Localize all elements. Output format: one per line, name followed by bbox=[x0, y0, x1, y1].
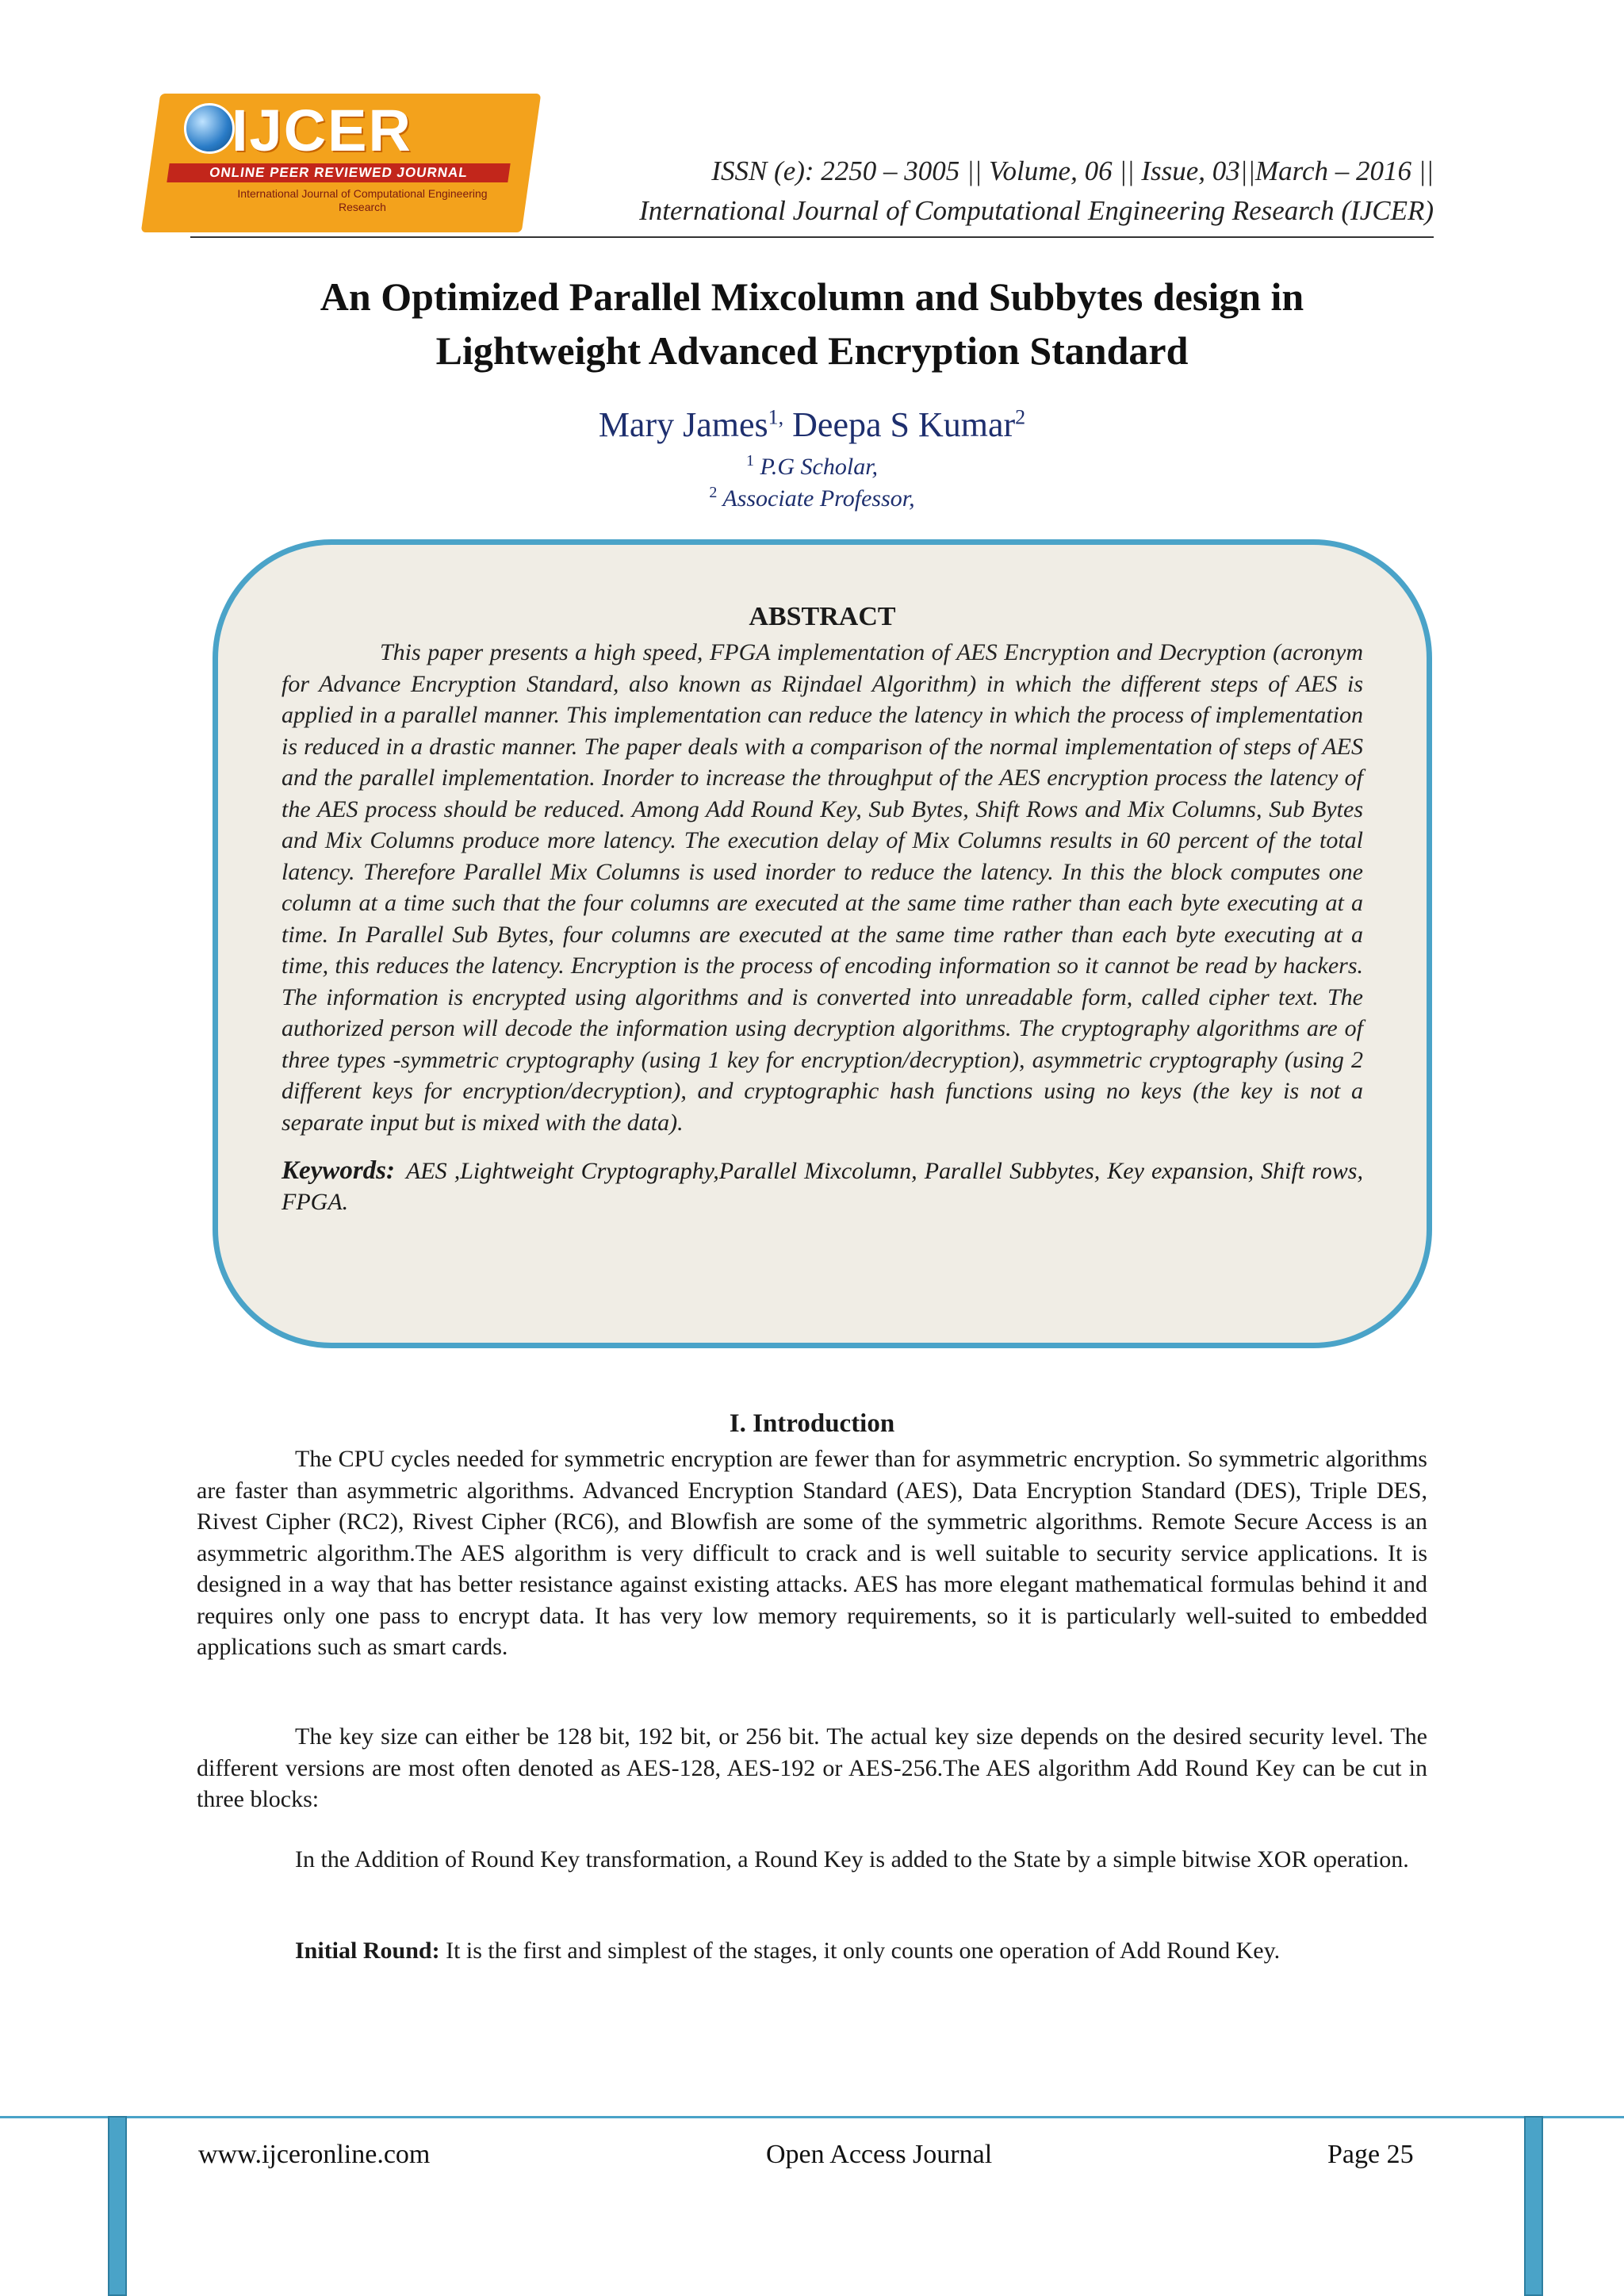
affiliation-text: Associate Professor, bbox=[722, 485, 915, 512]
paragraph: In the Addition of Round Key transformation, a Round Key is added to the State by a simple bitwise XOR operation. bbox=[295, 1846, 1409, 1872]
author-name: Mary James bbox=[598, 405, 768, 444]
affiliation-text: P.G Scholar, bbox=[760, 454, 879, 480]
paper-title bbox=[190, 270, 1434, 378]
footer-bar-left bbox=[108, 2116, 127, 2296]
footer-divider bbox=[0, 2116, 1624, 2118]
journal-issue-info: ISSN (e): 2250 – 3005 || Volume, 06 || Issue, 03||March – 2016 || bbox=[711, 155, 1434, 186]
abstract-box bbox=[213, 539, 1432, 1348]
affiliation bbox=[190, 452, 1434, 481]
journal-logo bbox=[136, 79, 549, 254]
author-list bbox=[190, 404, 1434, 445]
header-divider bbox=[190, 236, 1434, 238]
logo-subtitle: International Journal of Computational Engineering Research bbox=[237, 187, 488, 213]
keywords-text: AES ,Lightweight Cryptography,Parallel Mixcolumn, Parallel Subbytes, Key expansion, Shift rows, FPGA. bbox=[282, 1158, 1363, 1215]
abstract-text: This paper presents a high speed, FPGA implementation of AES Encryption and Decryption (acronym for Advance Encryption Standard, also known as Rijndael Algorithm) in which the different steps of AES is applied in a parallel manner. This implementation can reduce the latency in which the process of implementation is reduced in a drastic manner. The paper deals with a comparison of the normal implementation of steps of AES and the parallel implementation. Inorder to increase the throughput of the AES encryption process the latency of the AES process should be reduced. Among Add Round Key, Sub Bytes, Shift Rows and Mix Columns, Sub Bytes and Mix Columns produce more latency. The execution delay of Mix Columns results in 60 percent of the total latency. Therefore Parallel Mix Columns is used inorder to reduce the latency. In this the block computes one column at a time such that the four columns are executed at the same time rather than each byte executing at a time. In Parallel Sub Bytes, four columns are executed at the same time rather than each byte executing at a time, this reduces the latency. Encryption is the process of encoding information so it cannot be read by hackers. The information is encrypted using algorithms and is converted into unreadable form, called cipher text. The authorized person will decode the information using decryption algorithms. The cryptography algorithms are of three types -symmetric cryptography (using 1 key for encryption/decryption), asymmetric cryptography (using 2 different keys for encryption/decryption), and cryptographic hash functions using no keys (the key is not a separate input but is mixed with the data). bbox=[282, 639, 1363, 1136]
paragraph-lead: Initial Round: bbox=[295, 1938, 440, 1964]
keywords bbox=[282, 1156, 1363, 1217]
logo-tagline: ONLINE PEER REVIEWED JOURNAL bbox=[167, 163, 510, 182]
footer-bar-right bbox=[1524, 2116, 1543, 2296]
affiliation-marker: 1 bbox=[745, 452, 754, 470]
paragraph-text: It is the first and simplest of the stages, it only counts one operation of Add Round Key. bbox=[439, 1938, 1281, 1964]
abstract-heading: ABSTRACT bbox=[749, 602, 896, 631]
author-superscript: 2 bbox=[1015, 405, 1026, 429]
globe-icon bbox=[184, 103, 235, 154]
paper-title-line1: An Optimized Parallel Mixcolumn and Subbytes design in bbox=[320, 274, 1304, 319]
affiliation bbox=[190, 484, 1434, 512]
author-name: Deepa S Kumar bbox=[792, 405, 1016, 444]
keywords-label: Keywords: bbox=[282, 1156, 395, 1185]
section-heading: I. Introduction bbox=[729, 1409, 895, 1438]
paragraph: The CPU cycles needed for symmetric encryption are fewer than for asymmetric encryption. So symmetric algorithms are faster than asymmetric algorithms. Advanced Encryption Standard (AES), Data Encryption Standard (DES), Triple DES, Rivest Cipher (RC2), Rivest Cipher (RC6), and Blowfish are some of the symmetric algorithms. Remote Secure Access is an asymmetric algorithm.The AES algorithm is very difficult to crack and is well suitable to security service applications. It is designed in a way that has better resistance against existing attacks. AES has more elegant mathematical formulas behind it and requires only one pass to encrypt data. It has very low memory requirements, so it is particularly well-suited to embedded applications such as smart cards. bbox=[197, 1446, 1427, 1660]
page-number: Page 25 bbox=[1327, 2140, 1414, 2169]
paragraph bbox=[197, 1935, 1427, 1967]
footer-journal-type: Open Access Journal bbox=[766, 2140, 993, 2169]
journal-name: International Journal of Computational Engineering Research (IJCER) bbox=[639, 195, 1434, 226]
logo-title: IJCER bbox=[232, 98, 412, 163]
author-superscript: 1, bbox=[768, 405, 784, 429]
paper-title-line2: Lightweight Advanced Encryption Standard bbox=[435, 328, 1189, 373]
footer-url[interactable]: www.ijceronline.com bbox=[198, 2140, 431, 2169]
affiliation-marker: 2 bbox=[709, 484, 718, 501]
paragraph: The key size can either be 128 bit, 192 bit, or 256 bit. The actual key size depends on the desired security level. The different versions are most often denoted as AES-128, AES-192 or AES-256.The AES algorithm Add Round Key can be cut in three blocks: bbox=[197, 1723, 1427, 1812]
